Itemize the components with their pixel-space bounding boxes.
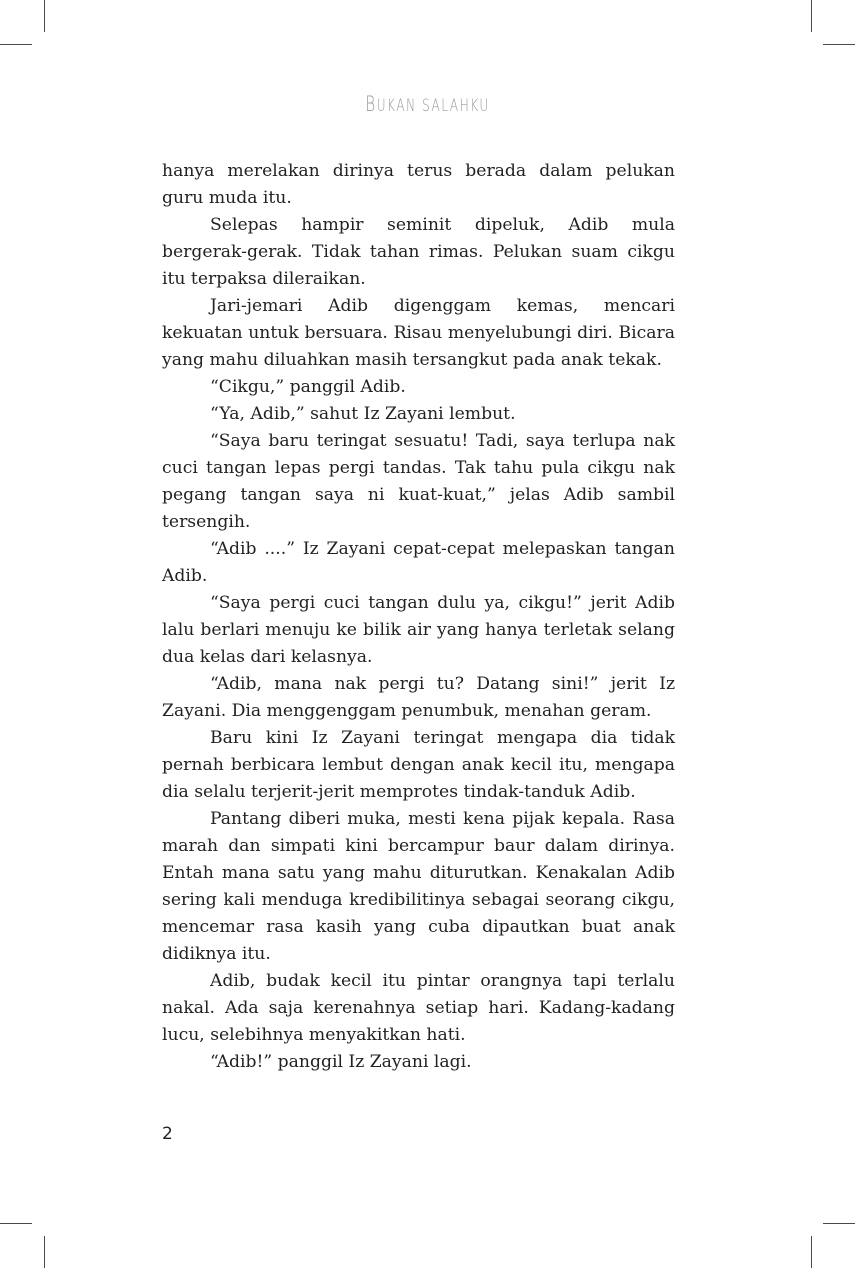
crop-mark-bottom-left-horizontal (0, 1223, 32, 1224)
paragraph: Jari-jemari Adib digenggam kemas, mencari kekuatan untuk bersuara. Risau menyelubungi diri. Bicara yang mahu diluahkan masih tersangkut pada anak tekak. (162, 296, 675, 370)
crop-mark-bottom-right-vertical (811, 1236, 812, 1268)
paragraph: hanya merelakan dirinya terus berada dalam pelukan guru muda itu. (162, 161, 675, 208)
paragraph: “Ya, Adib,” sahut Iz Zayani lembut. (210, 404, 516, 424)
running-head: BUKAN SALAHKU (365, 92, 490, 116)
body-text (162, 158, 675, 1076)
crop-mark-bottom-left-vertical (44, 1236, 45, 1268)
paragraph: “Adib!” panggil Iz Zayani lagi. (210, 1052, 472, 1072)
paragraph: “Adib ....” Iz Zayani cepat-cepat melepaskan tangan Adib. (162, 539, 675, 586)
paragraph: Baru kini Iz Zayani teringat mengapa dia tidak pernah berbicara lembut dengan anak kecil itu, mengapa dia selalu terjerit-jerit memprotes tindak-tanduk Adib. (162, 728, 675, 802)
paragraph: “Adib, mana nak pergi tu? Datang sini!” jerit Iz Zayani. Dia menggenggam penumbuk, menahan geram. (162, 674, 675, 721)
crop-mark-top-right-horizontal (823, 44, 855, 45)
paragraph: Selepas hampir seminit dipeluk, Adib mula bergerak-gerak. Tidak tahan rimas. Pelukan suam cikgu itu terpaksa dileraikan. (162, 215, 675, 289)
paragraph: “Cikgu,” panggil Adib. (210, 377, 406, 397)
paragraph: “Saya baru teringat sesuatu! Tadi, saya terlupa nak cuci tangan lepas pergi tandas. Tak tahu pula cikgu nak pegang tangan saya ni kuat-kuat,” jelas Adib sambil tersengih. (162, 431, 675, 532)
paragraph: “Saya pergi cuci tangan dulu ya, cikgu!” jerit Adib lalu berlari menuju ke bilik air yang hanya terletak selang dua kelas dari kelasnya. (162, 593, 675, 667)
paragraph: Adib, budak kecil itu pintar orangnya tapi terlalu nakal. Ada saja kerenahnya setiap hari. Kadang-kadang lucu, selebihnya menyakitkan hati. (162, 971, 675, 1045)
crop-mark-top-left-vertical (44, 0, 45, 32)
page-number: 2 (162, 1124, 173, 1144)
crop-mark-bottom-right-horizontal (823, 1223, 855, 1224)
paragraph: Pantang diberi muka, mesti kena pijak kepala. Rasa marah dan simpati kini bercampur baur dalam dirinya. Entah mana satu yang mahu diturutkan. Kenakalan Adib sering kali menduga kredibilitinya sebagai seorang cikgu, mencemar rasa kasih yang cuba dipautkan buat anak didiknya itu. (162, 809, 675, 964)
crop-mark-top-right-vertical (811, 0, 812, 32)
crop-mark-top-left-horizontal (0, 44, 32, 45)
